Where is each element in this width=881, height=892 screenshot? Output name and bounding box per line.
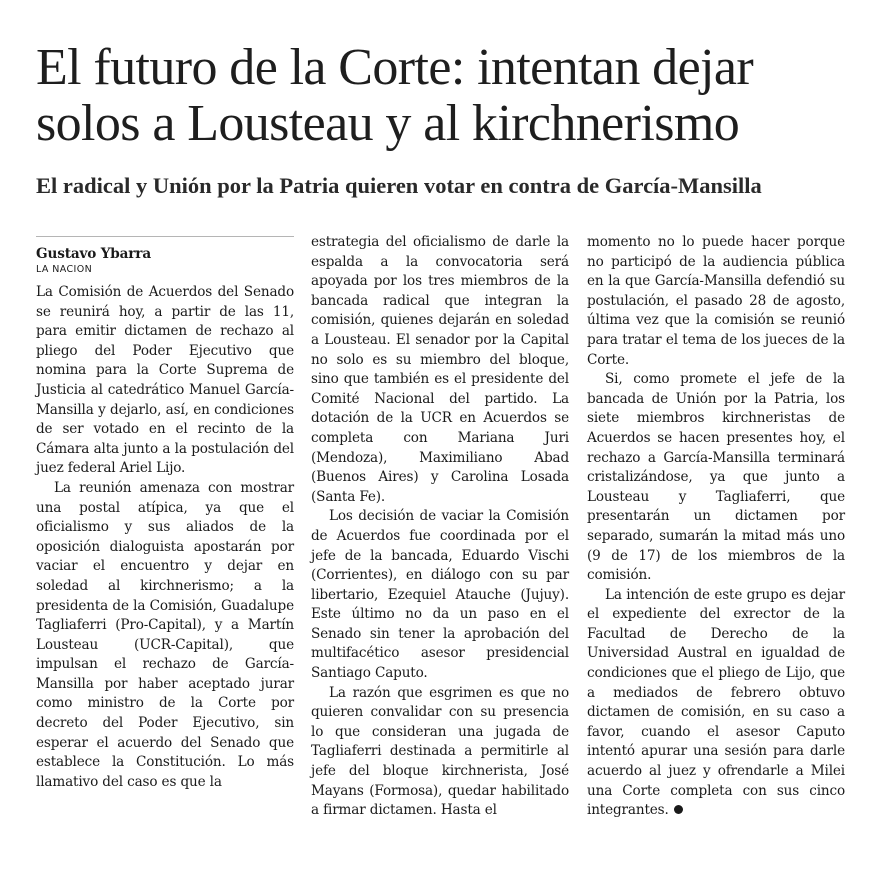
paragraph-continuation: momento no lo puede hacer porque no participó de la audiencia pública en la que García-Mansilla defendió su postulación, el pasado 28 de agosto, última vez que la comisión se reunió para tratar el tema de los jueces de la Corte. — [587, 234, 845, 368]
last-paragraph — [587, 586, 845, 821]
paragraph: Si, como promete el jefe de la bancada de Unión por la Patria, los siete miembros kirchneristas de Acuerdos se hacen presentes hoy, el rechazo a García-Mansilla terminará cristalizándose, ya que junto a Lousteau y Tagliaferri, que presentarán un dictamen por separado, sumarán la mitad más uno (9 de 17) de los miembros de la comisión. — [587, 371, 845, 584]
article-column-2 — [311, 233, 569, 821]
paragraph: Los decisión de vaciar la Comisión de Acuerdos fue coordinada por el jefe de la bancada, Eduardo Vischi (Corrientes), en diálogo con su par libertario, Ezequiel Atauche (Jujuy). Este último no da un paso en el Senado sin tener la aprobación del multifacético asesor presidencial Santiago Caputo. — [311, 508, 569, 682]
paragraph: La Comisión de Acuerdos del Senado se reunirá hoy, a partir de las 11, para emitir dictamen de rechazo al pliego del Poder Ejecutivo que nomina para la Corte Suprema de Justicia al catedrático Manuel García-Mansilla y dejarlo, así, en condiciones de ser votado en el recinto de la Cámara alta junto a la postulación del juez federal Ariel Lijo. — [36, 284, 294, 477]
end-of-article-icon — [674, 805, 683, 814]
paragraph: La razón que esgrimen es que no quieren convalidar con su presencia lo que consideran una jugada de Tagliaferri destinada a permitirle al jefe del bloque kirchnerista, José Mayans (Formosa), quedar habilitado a firmar dictamen. Hasta el — [311, 684, 569, 819]
subheadline: El radical y Unión por la Patria quieren votar en contra de García-Mansilla — [36, 173, 762, 198]
byline-author: Gustavo Ybarra — [36, 246, 151, 262]
paragraph: La reunión amenaza con mostrar una postal atípica, ya que el oficialismo y sus aliados de la oposición dialoguista apostarán por vaciar el encuentro y dejar en soledad al kirchnerismo; a la presidenta de la Comisión, Guadalupe Tagliaferri (Pro-Capital), y a Martín Lousteau (UCR-Capital), que impulsan el rechazo de García-Mansilla por haber aceptado jurar como ministro de la Corte por decreto del Poder Ejecutivo, sin esperar el acuerdo del Senado que establece la Constitución. Lo más llamativo del caso es que la — [36, 479, 294, 790]
article-column-3 — [587, 233, 845, 821]
byline-outlet: LA NACION — [36, 264, 93, 275]
last-paragraph-text: La intención de este grupo es dejar el expediente del exrector de la Facultad de Derecho de la Universidad Austral en igualdad de condiciones que el pliego de Lijo, que a mediados de febrero obtuvo dictamen de comisión, en su caso a favor, cuando el asesor Caputo intentó apurar una sesión para darle acuerdo al juez y ofrendarle a Milei una Corte completa con sus cinco integrantes. — [587, 586, 845, 819]
article-column-1 — [36, 233, 294, 792]
headline: El futuro de la Corte: intentan dejar solos a Lousteau y al kirchnerismo — [36, 39, 754, 152]
paragraph-continuation: estrategia del oficialismo de darle la espalda a la convocatoria será apoyada por los tres miembros de la bancada radical que integran la comisión, quienes dejarán en soledad a Lousteau. El senador por la Capital no solo es su miembro del bloque, sino que también es el presidente del Comité Nacional del partido. La dotación de la UCR en Acuerdos se completa con Mariana Juri (Mendoza), Maximiliano Abad (Buenos Aires) y Carolina Losada (Santa Fe). — [311, 234, 569, 505]
